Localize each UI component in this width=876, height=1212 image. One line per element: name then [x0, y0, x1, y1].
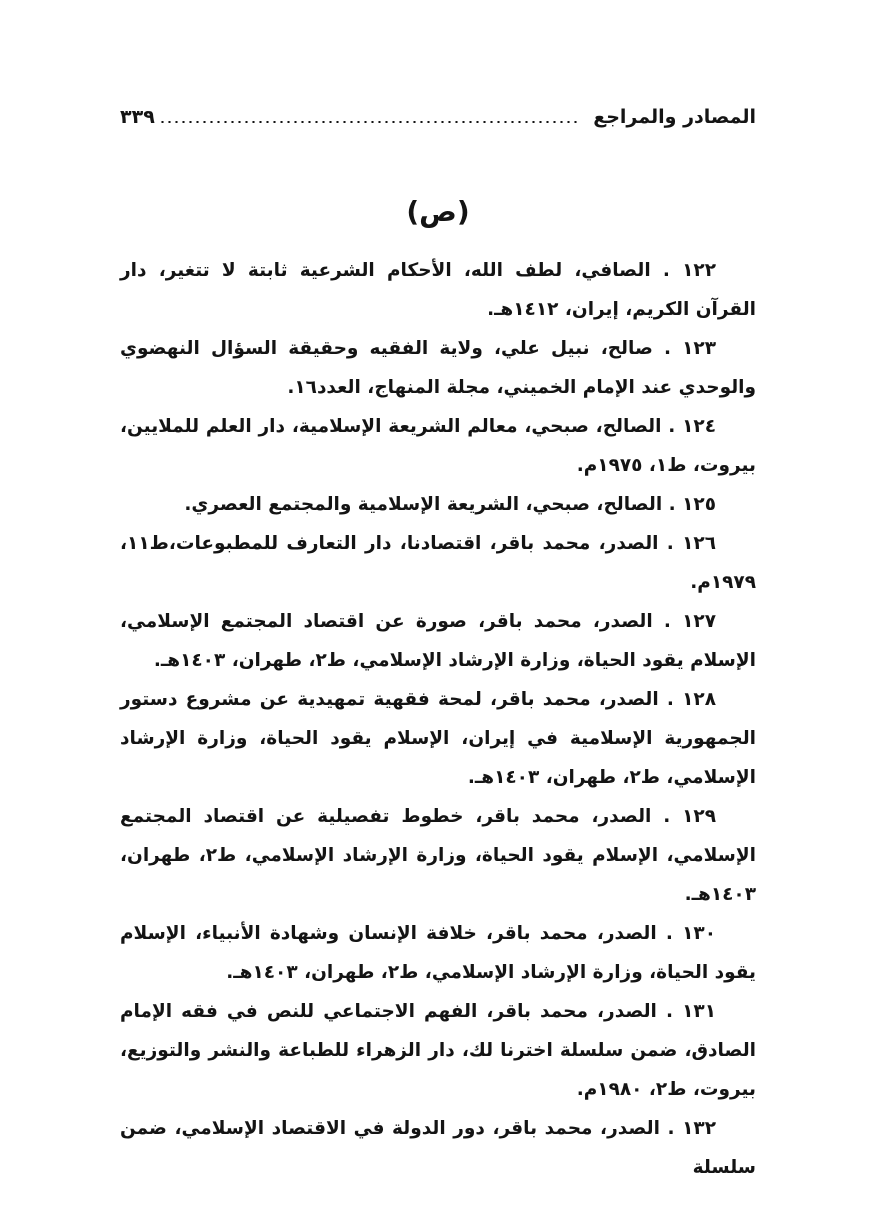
entry-text: الصدر، محمد باقر، خلافة الإنسان وشهادة الأنبياء، الإسلام يقود الحياة، وزارة الإرشاد الإسلامي، ط٢، طهران، ١٤٠٣هـ.: [120, 923, 756, 983]
bibliography-entry: ١٣٢ . الصدر، محمد باقر، دور الدولة في الاقتصاد الإسلامي، ضمن سلسلة: [120, 1118, 756, 1178]
entry-number: ١٢٢: [682, 260, 716, 281]
entry-number: ١٢٦: [682, 533, 716, 554]
bibliography-entry: ١٢٩ . الصدر، محمد باقر، خطوط تفصيلية عن اقتصاد المجتمع الإسلامي، الإسلام يقود الحياة، وزارة الإرشاد الإسلامي، ط٢، طهران، ١٤٠٣هـ.: [120, 806, 756, 905]
entry-text: الصدر، محمد باقر، صورة عن اقتصاد المجتمع الإسلامي، الإسلام يقود الحياة، وزارة الإرشاد الإسلامي، ط٢، طهران، ١٤٠٣هـ.: [120, 611, 756, 671]
bibliography-entry: ١٢٢ . الصافي، لطف الله، الأحكام الشرعية ثابتة لا تتغير، دار القرآن الكريم، إيران، ١٤١٢هـ.: [120, 260, 756, 320]
entry-text: الصدر، محمد باقر، خطوط تفصيلية عن اقتصاد المجتمع الإسلامي، الإسلام يقود الحياة، وزارة الإرشاد الإسلامي، ط٢، طهران، ١٤٠٣هـ.: [120, 806, 756, 905]
page-number: ٣٣٩: [120, 106, 155, 128]
bibliography-entry: ١٢٤ . الصالح، صبحي، معالم الشريعة الإسلامية، دار العلم للملايين، بيروت، ط١، ١٩٧٥م.: [120, 416, 756, 476]
entry-text: الصالح، صبحي، الشريعة الإسلامية والمجتمع العصري.: [184, 494, 663, 515]
entry-number: ١٣٠: [682, 923, 716, 944]
entry-text: الصافي، لطف الله، الأحكام الشرعية ثابتة لا تتغير، دار القرآن الكريم، إيران، ١٤١٢هـ.: [120, 260, 756, 320]
running-header: [120, 100, 756, 134]
bibliography-entry: ١٣١ . الصدر، محمد باقر، الفهم الاجتماعي للنص في فقه الإمام الصادق، ضمن سلسلة اخترنا لك، دار الزهراء للطباعة والنشر والتوزيع، بيروت، ط٢، ١٩٨٠م.: [120, 1001, 756, 1100]
entry-number: ١٢٥: [682, 494, 716, 515]
entry-text: الصدر، محمد باقر، اقتصادنا، دار التعارف للمطبوعات،ط١١، ١٩٧٩م.: [120, 533, 756, 593]
bibliography-entry: ١٢٥ . الصالح، صبحي، الشريعة الإسلامية والمجتمع العصري.: [184, 494, 716, 515]
entry-number: ١٢٣: [682, 338, 716, 359]
bibliography-entry: ١٢٨ . الصدر، محمد باقر، لمحة فقهية تمهيدية عن مشروع دستور الجمهورية الإسلامية في إيران، الإسلام يقود الحياة، وزارة الإرشاد الإسلامي، ط٢، طهران، ١٤٠٣هـ.: [120, 689, 756, 788]
section-heading: (ص): [406, 195, 470, 228]
entry-text: الصدر، محمد باقر، الفهم الاجتماعي للنص في فقه الإمام الصادق، ضمن سلسلة اخترنا لك، دار الزهراء للطباعة والنشر والتوزيع، بيروت، ط٢، ١٩٨٠م.: [120, 1001, 756, 1100]
entry-text: صالح، نبيل علي، ولاية الفقيه وحقيقة السؤال النهضوي والوحدي عند الإمام الخميني، مجلة المنهاج، العدد١٦.: [120, 338, 756, 398]
header-title: المصادر والمراجع: [593, 106, 756, 128]
header-dot-leader: [159, 121, 579, 123]
bibliography-entry: ١٣٠ . الصدر، محمد باقر، خلافة الإنسان وشهادة الأنبياء، الإسلام يقود الحياة، وزارة الإرشاد الإسلامي، ط٢، طهران، ١٤٠٣هـ.: [120, 923, 756, 983]
entry-text: الصالح، صبحي، معالم الشريعة الإسلامية، دار العلم للملايين، بيروت، ط١، ١٩٧٥م.: [120, 416, 756, 476]
bibliography-entry: ١٢٧ . الصدر، محمد باقر، صورة عن اقتصاد المجتمع الإسلامي، الإسلام يقود الحياة، وزارة الإرشاد الإسلامي، ط٢، طهران، ١٤٠٣هـ.: [120, 611, 756, 671]
entry-number: ١٢٨: [682, 689, 716, 710]
entry-number: ١٣٢: [682, 1118, 716, 1139]
entry-number: ١٣١: [682, 1001, 716, 1022]
entry-text: الصدر، محمد باقر، دور الدولة في الاقتصاد الإسلامي، ضمن سلسلة: [120, 1118, 756, 1178]
entry-text: الصدر، محمد باقر، لمحة فقهية تمهيدية عن مشروع دستور الجمهورية الإسلامية في إيران، الإسلام يقود الحياة، وزارة الإرشاد الإسلامي، ط٢، طهران، ١٤٠٣هـ.: [120, 689, 756, 788]
bibliography-list: [120, 251, 756, 1187]
entry-number: ١٢٤: [682, 416, 716, 437]
bibliography-entry: ١٢٦ . الصدر، محمد باقر، اقتصادنا، دار التعارف للمطبوعات،ط١١، ١٩٧٩م.: [120, 533, 756, 593]
entry-number: ١٢٧: [682, 611, 716, 632]
entry-number: ١٢٩: [682, 806, 716, 827]
bibliography-entry: ١٢٣ . صالح، نبيل علي، ولاية الفقيه وحقيقة السؤال النهضوي والوحدي عند الإمام الخميني، مجلة المنهاج، العدد١٦.: [120, 338, 756, 398]
